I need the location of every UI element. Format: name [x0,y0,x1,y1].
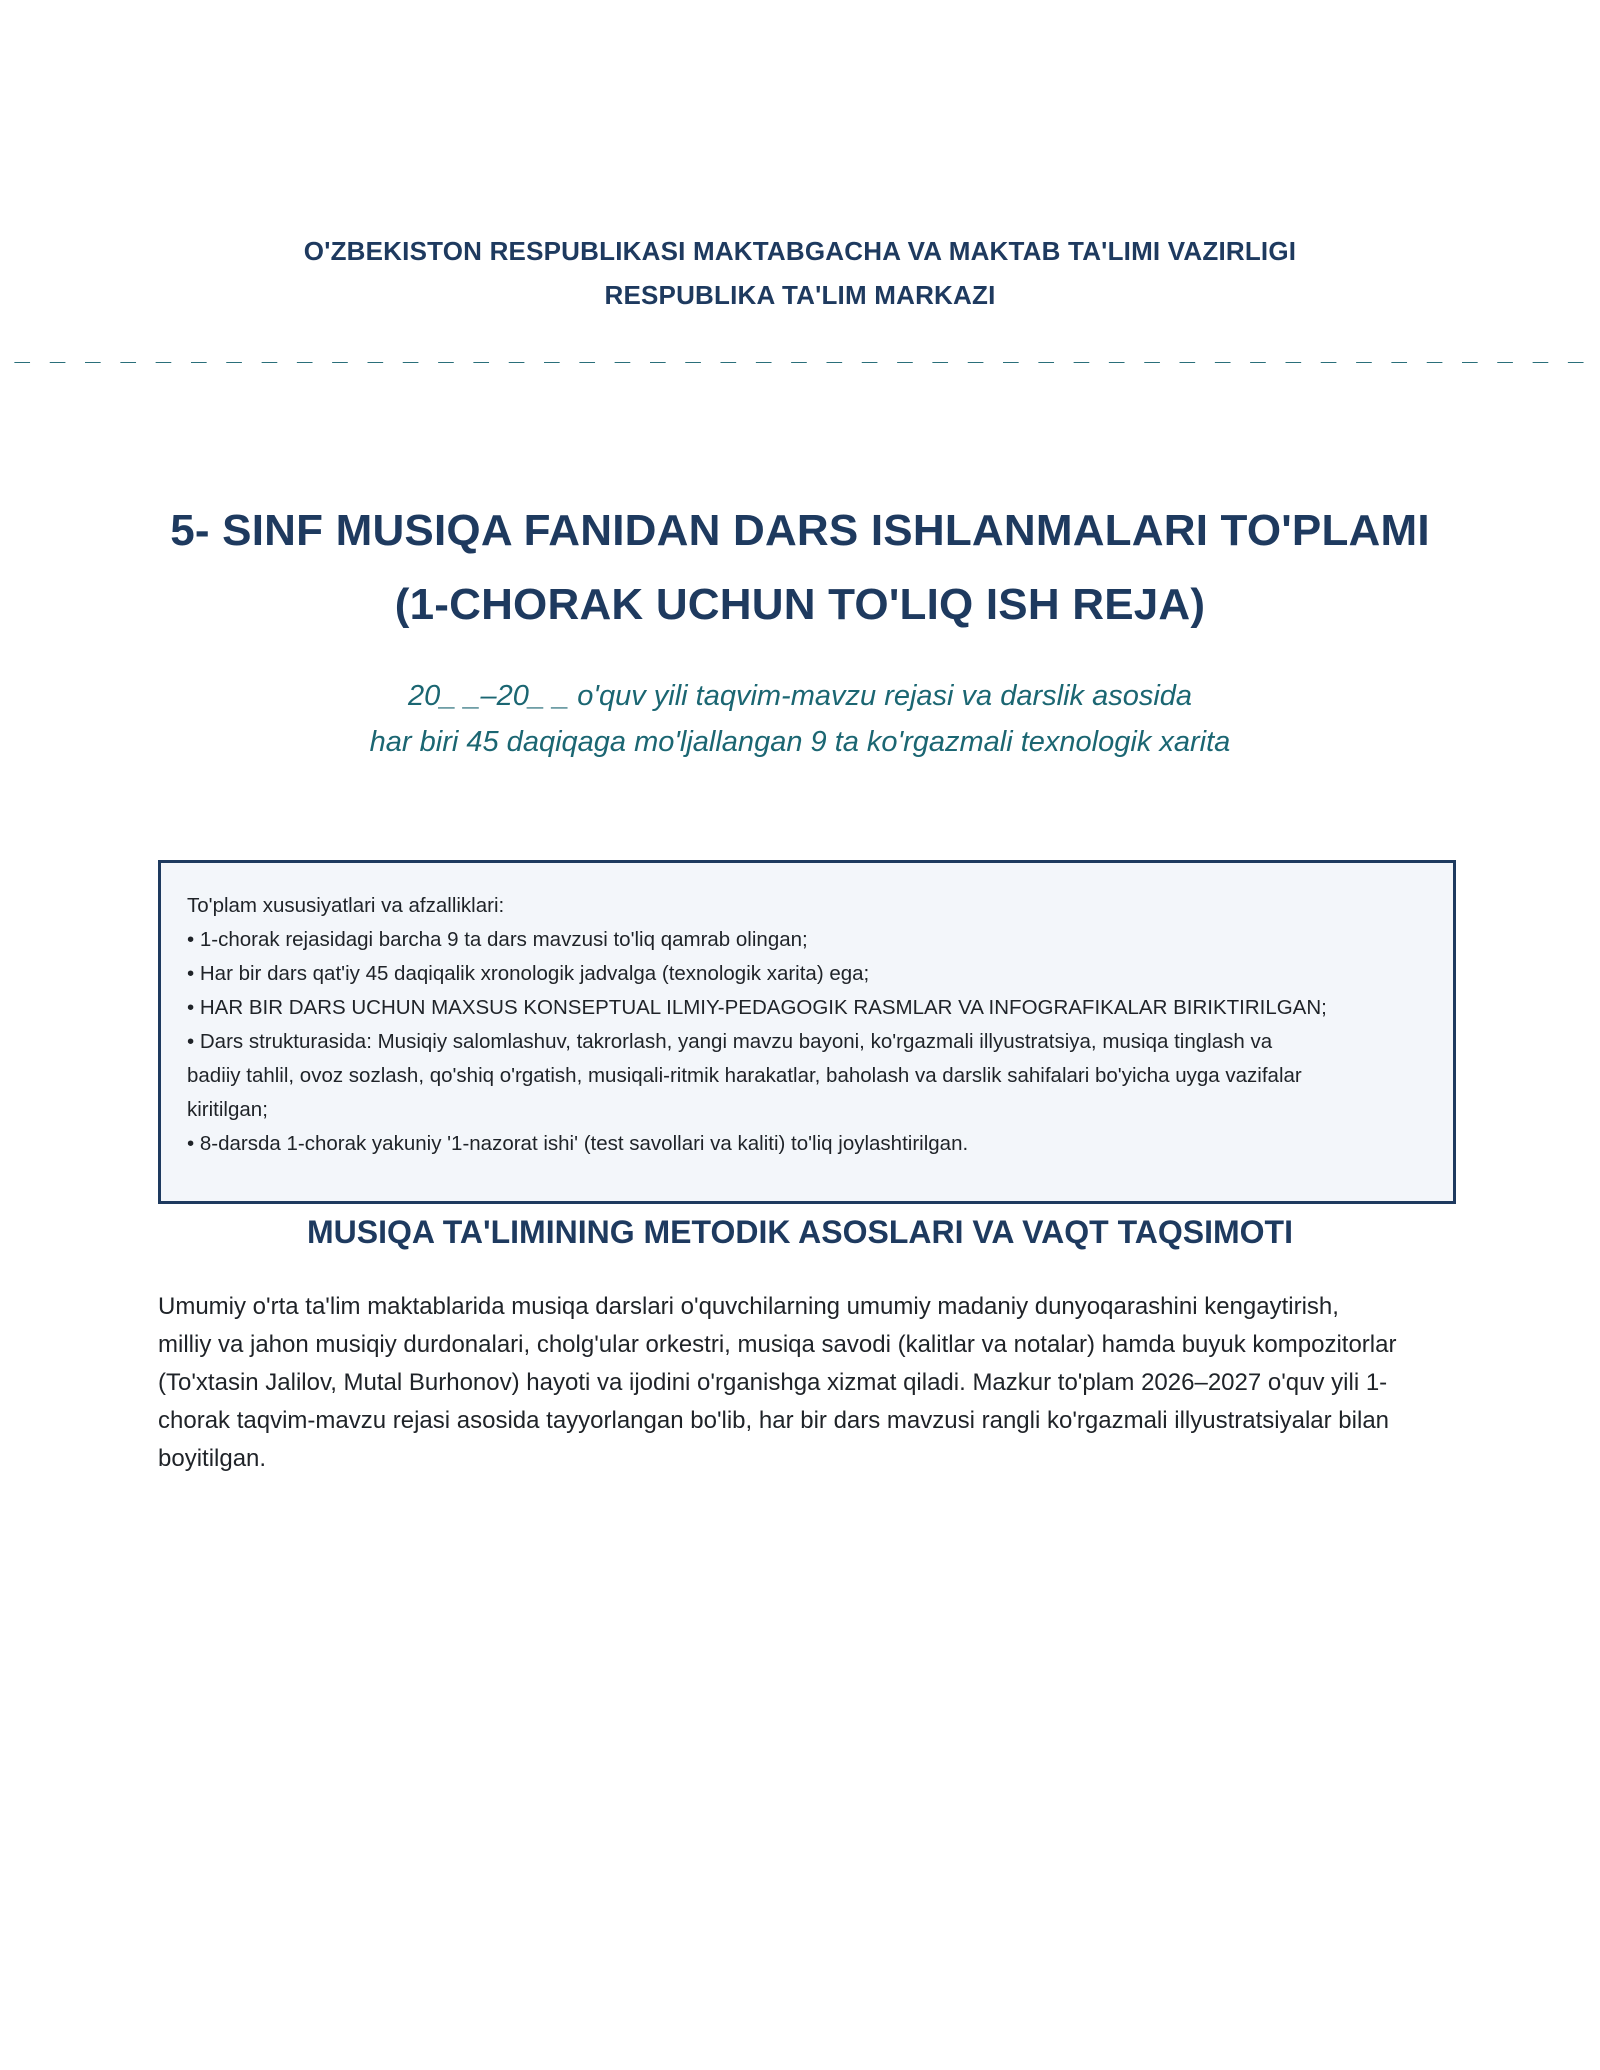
features-item: • 8-darsda 1-chorak yakuniy '1-nazorat ishi' (test savollari va kaliti) to'liq joylashtirilgan. [187,1132,969,1155]
center-name: RESPUBLIKA TA'LIM MARKAZI [604,280,996,310]
features-item: • Har bir dars qat'iy 45 daqiqalik xronologik jadvalga (texnologik xarita) ega; [187,962,870,985]
paragraph-line: boyitilgan. [158,1445,267,1472]
paragraph-line: (To'xtasin Jalilov, Mutal Burhonov) hayoti va ijodini o'rganishga xizmat qiladi. Mazkur to'plam 2026–2027 o'quv yili 1- [158,1369,1388,1396]
features-box [158,860,1456,1204]
paragraph-line: chorak taqvim-mavzu rejasi asosida tayyorlangan bo'lib, har bir dars mavzusi rangli ko'rgazmali illyustratsiyalar bilan [158,1407,1390,1434]
features-item-continued: badiiy tahlil, ovoz sozlash, qo'shiq o'rgatish, musiqali-ritmik harakatlar, baholash va darslik sahifalari bo'yicha uyga vazifalar [187,1064,1302,1087]
header-divider: _ _ _ _ _ _ _ _ _ _ _ _ _ _ _ _ _ _ _ _ _ _ _ _ _ _ _ _ _ _ _ _ _ _ _ _ _ _ _ _ _ _ _ _ _ [14,334,1586,364]
features-item: • HAR BIR DARS UCHUN MAXSUS KONSEPTUAL ILMIY-PEDAGOGIK RASMLAR VA INFOGRAFIKALAR BIRIKTIRILGAN; [187,996,1327,1019]
section-paragraph [158,1288,1458,1478]
document-title: 5- SINF MUSIQA FANIDAN DARS ISHLANMALARI TO'PLAMI [170,506,1430,555]
document-subtitle-line-2: har biri 45 daqiqaga mo'ljallangan 9 ta ko'rgazmali texnologik xarita [369,726,1231,758]
features-item-continued: kiritilgan; [187,1098,268,1121]
features-item: • 1-chorak rejasidagi barcha 9 ta dars mavzusi to'liq qamrab olingan; [187,928,808,951]
ministry-name: O'ZBEKISTON RESPUBLIKASI MAKTABGACHA VA MAKTAB TA'LIMI VAZIRLIGI [303,236,1297,266]
paragraph-line: Umumiy o'rta ta'lim maktablarida musiqa darslari o'quvchilarning umumiy madaniy dunyoqarashini kengaytirish, [158,1293,1339,1320]
document-title-subline: (1-CHORAK UCHUN TO'LIQ ISH REJA) [394,580,1206,629]
document-subtitle-line-1: 20_ _–20_ _ o'quv yili taqvim-mavzu rejasi va darslik asosida [407,680,1193,712]
section-heading: MUSIQA TA'LIMINING METODIK ASOSLARI VA VAQT TAQSIMOTI [307,1214,1293,1250]
paragraph-line: milliy va jahon musiqiy durdonalari, cholg'ular orkestri, musiqa savodi (kalitlar va notalar) hamda buyuk kompozitorlar [158,1331,1397,1358]
features-item: • Dars strukturasida: Musiqiy salomlashuv, takrorlash, yangi mavzu bayoni, ko'rgazmali illyustratsiya, musiqa tinglash va [187,1030,1273,1053]
features-heading: To'plam xususiyatlari va afzalliklari: [187,894,505,917]
